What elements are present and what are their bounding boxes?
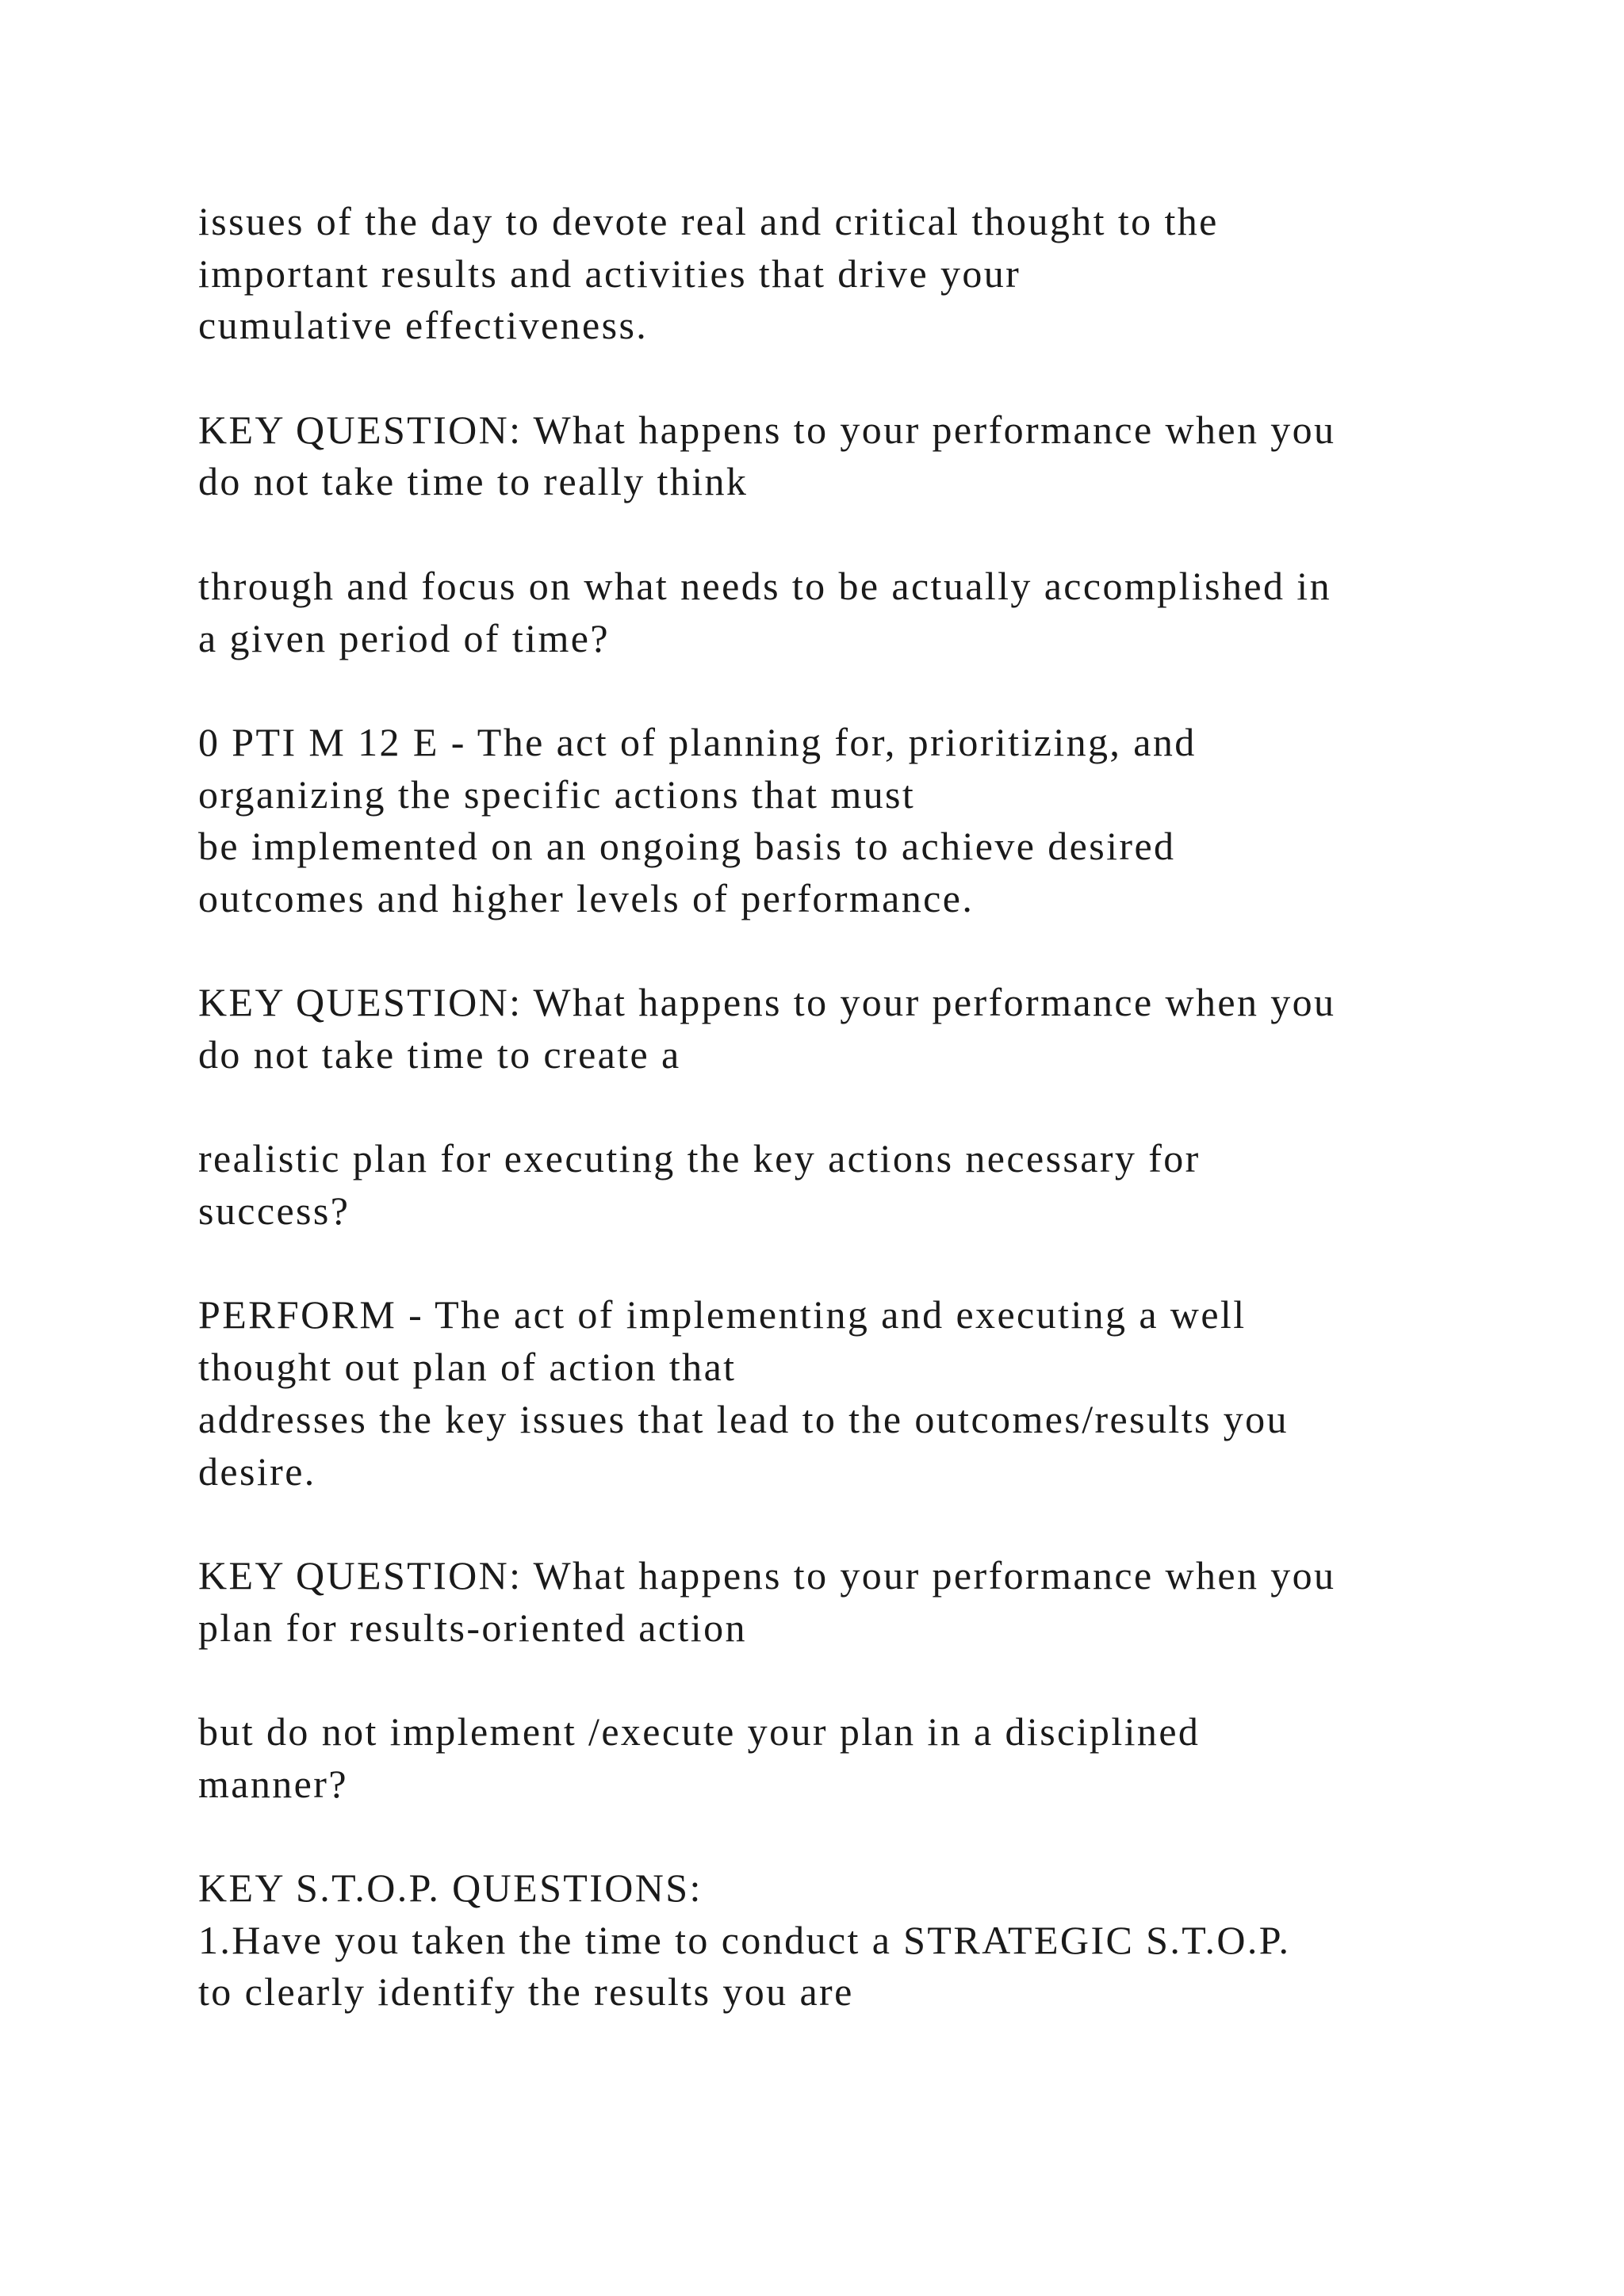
text-line: 1.Have you taken the time to conduct a STRATEGIC S.T.O.P. (198, 1917, 1291, 1962)
text-line: 0 PTI M 12 E - The act of planning for, prioritizing, and (198, 719, 1197, 764)
blank-line (198, 664, 1546, 717)
text-line: through and focus on what needs to be actually accomplished in (198, 563, 1331, 608)
text-line: KEY QUESTION: What happens to your performance when you (198, 980, 1336, 1025)
text-line: do not take time to create a (198, 1032, 681, 1077)
text-line: issues of the day to devote real and critical thought to the (198, 199, 1219, 243)
text-line: success? (198, 1188, 350, 1234)
text-line: KEY QUESTION: What happens to your performance when you (198, 1552, 1336, 1598)
text-line: organizing the specific actions that must (198, 771, 916, 817)
text-line: plan for results-oriented action (198, 1605, 747, 1650)
text-line: be implemented on an ongoing basis to achieve desired (198, 824, 1176, 869)
text-line: manner? (198, 1761, 348, 1806)
document-body (198, 196, 1546, 2019)
text-line: KEY S.T.O.P. QUESTIONS: (198, 1866, 703, 1910)
blank-line (198, 1498, 1546, 1550)
text-line: outcomes and higher levels of performance. (198, 875, 975, 920)
text-line: to clearly identify the results you are (198, 1969, 854, 2015)
blank-line (198, 1810, 1546, 1862)
blank-line (198, 1081, 1546, 1134)
blank-line (198, 352, 1546, 404)
text-line: thought out plan of action that (198, 1345, 737, 1390)
text-line: PERFORM - The act of implementing and executing a well (198, 1292, 1247, 1337)
text-line: do not take time to really think (198, 459, 749, 504)
text-line: but do not implement /execute your plan in a disciplined (198, 1709, 1201, 1754)
text-line: addresses the key issues that lead to the outcomes/results you (198, 1396, 1289, 1441)
blank-line (198, 508, 1546, 561)
text-line: a given period of time? (198, 615, 610, 660)
text-line: KEY QUESTION: What happens to your performance when you (198, 407, 1336, 452)
blank-line (198, 1654, 1546, 1706)
text-line: realistic plan for executing the key actions necessary for (198, 1136, 1201, 1181)
text-line: desire. (198, 1448, 316, 1494)
blank-line (198, 925, 1546, 978)
blank-line (198, 1238, 1546, 1290)
text-line: important results and activities that drive your (198, 251, 1021, 296)
text-line: cumulative effectiveness. (198, 303, 649, 348)
